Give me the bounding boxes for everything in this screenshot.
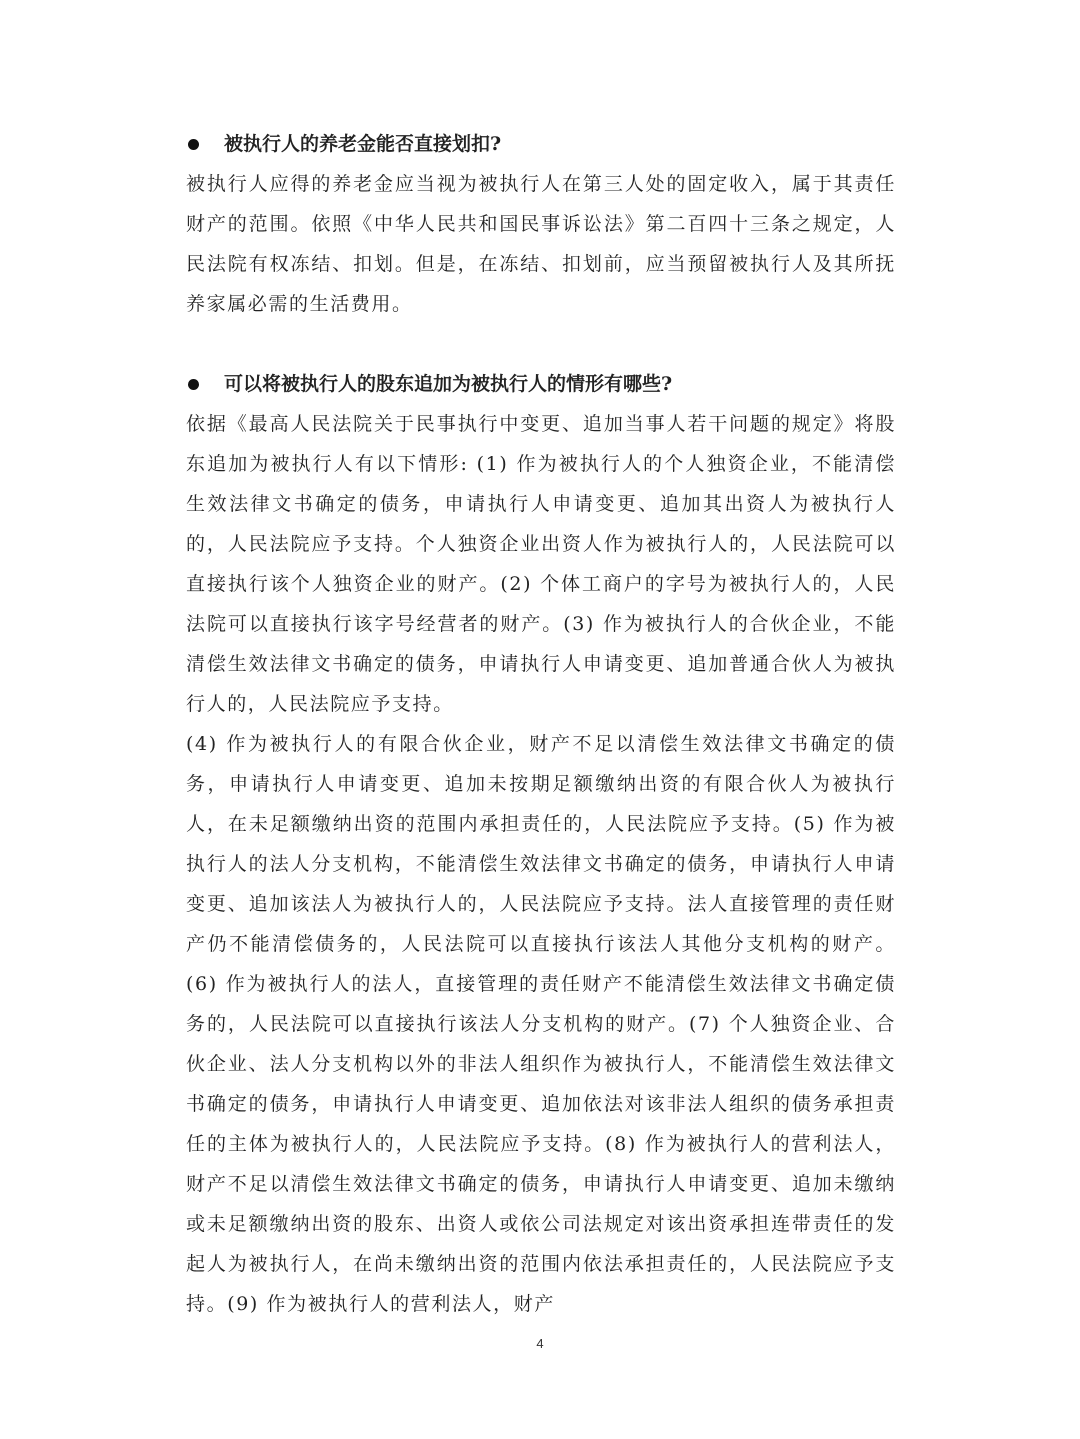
page-number: 4 xyxy=(536,1336,544,1351)
bullet-icon xyxy=(188,379,199,390)
section-heading xyxy=(186,364,896,404)
paragraph: 被执行人应得的养老金应当视为被执行人在第三人处的固定收入，属于其责任财产的范围。依照《中华人民共和国民事诉讼法》第二百四十三条之规定，人民法院有权冻结、扣划。但是，在冻结、扣划前，应当预留被执行人及其所抚养家属必需的生活费用。 xyxy=(186,173,896,315)
section-heading xyxy=(186,124,896,164)
section-heading-text: 被执行人的养老金能否直接划扣? xyxy=(224,133,502,155)
section-heading-text: 可以将被执行人的股东追加为被执行人的情形有哪些? xyxy=(224,373,673,395)
paragraph: (4) 作为被执行人的有限合伙企业，财产不足以清偿生效法律文书确定的债务，申请执行人申请变更、追加未按期足额缴纳出资的有限合伙人为被执行人，在未足额缴纳出资的范围内承担责任的，人民法院应予支持。(5) 作为被执行人的法人分支机构，不能清偿生效法律文书确定的债务，申请执行人申请变更、追加该法人为被执行人的，人民法院应予支持。法人直接管理的责任财产仍不能清偿债务的，人民法院可以直接执行该法人其他分支机构的财产。(6) 作为被执行人的法人，直接管理的责任财产不能清偿生效法律文书确定债务的，人民法院可以直接执行该法人分支机构的财产。(7) 个人独资企业、合伙企业、法人分支机构以外的非法人组织作为被执行人，不能清偿生效法律文书确定的债务，申请执行人申请变更、追加依法对该非法人组织的债务承担责任的主体为被执行人的，人民法院应予支持。(8) 作为被执行人的营利法人，财产不足以清偿生效法律文书确定的债务，申请执行人申请变更、追加未缴纳或未足额缴纳出资的股东、出资人或依公司法规定对该出资承担连带责任的发起人为被执行人，在尚未缴纳出资的范围内依法承担责任的，人民法院应予支持。(9) 作为被执行人的营利法人，财产 xyxy=(186,733,896,1315)
paragraph: 依据《最高人民法院关于民事执行中变更、追加当事人若干问题的规定》将股东追加为被执行人有以下情形: (1) 作为被执行人的个人独资企业，不能清偿生效法律文书确定的债务，申请执行人申请变更、追加其出资人为被执行人的，人民法院应予支持。个人独资企业出资人作为被执行人的，人民法院可以直接执行该个人独资企业的财产。(2) 个体工商户的字号为被执行人的，人民法院可以直接执行该字号经营者的财产。(3) 作为被执行人的合伙企业，不能清偿生效法律文书确定的债务，申请执行人申请变更、追加普通合伙人为被执行人的，人民法院应予支持。 xyxy=(186,413,896,715)
section-pension-deduction xyxy=(186,124,896,324)
bullet-icon xyxy=(188,139,199,150)
section-shareholder-addition xyxy=(186,364,896,1324)
